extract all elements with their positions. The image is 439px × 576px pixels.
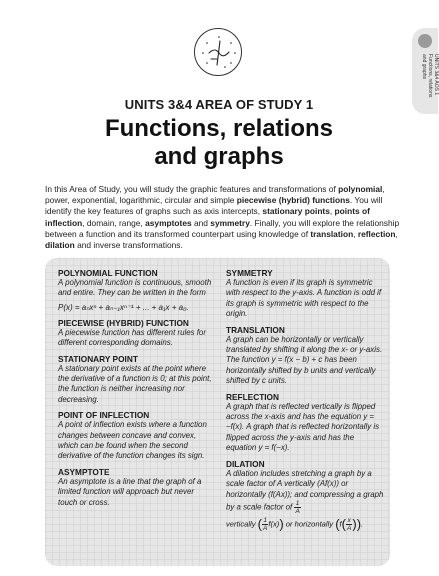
glossary-reflection	[226, 392, 384, 454]
term-piecewise: piecewise (hybrid) functions	[236, 195, 350, 206]
term-polynomial: polynomial	[338, 184, 383, 194]
page-title: Functions, relations and graphs	[104, 115, 334, 170]
glossary-heading: ASYMPTOTE	[58, 466, 110, 477]
glossary-definition: A piecewise function has different rules for different corresponding domains.	[58, 327, 206, 348]
glossary-definition: A polynomial function is continuous, smooth and entire. They can be written in the form	[58, 278, 212, 298]
term-symmetry: symmetry	[210, 217, 250, 228]
glossary-definition: A stationary point exists at the point where the derivative of a function is 0; at this point, the function is neither increasing nor decreasing.	[58, 363, 212, 404]
glossary-heading: PIECEWISE (HYBRID) FUNCTION	[58, 317, 189, 328]
glossary-definition: A graph can be horizontally or vertically translated by shifting it along the x- or y-axis. The function y = f(x − b) + c has been horizontally shifted by b units and vertically shifted by c units.	[226, 334, 383, 386]
glossary-symmetry	[226, 268, 384, 320]
term-points-of-inflection: points of inflection	[45, 206, 370, 228]
area-logo-icon	[194, 28, 242, 76]
intro-paragraph: In this Area of Study, you will study the graphic features and transformations of polynomial, power, exponential, logarithmic, circular and simple piecewise (hybrid) functions. You will identify the key features of graphs such as axis intercepts, stationary points, points of inflection, domain, range, asymptotes and symmetry. Finally, you will explore the relationship between a function and its transformed counterpart using knowledge of translation, reflection, dilation and inverse transformations.	[45, 184, 400, 251]
glossary-heading: REFLECTION	[226, 391, 280, 402]
dilation-formula: vertically ( $\frac{1}{A}$ f(x)) or horizontally (f( $\frac{x}{A}$ )).	[226, 516, 364, 532]
section-tab-label: UNITS 3&4 AOS 1 Functions, relations and graphs	[421, 54, 439, 98]
glossary-definition: A graph that is reflected vertically is flipped across the x-axis and has the equation y = −f(x). A graph that is reflected horizontally is flipped across the y-axis and has the equation y = f(−x).	[226, 401, 380, 453]
glossary-translation	[226, 325, 384, 387]
glossary-point-of-inflection	[58, 410, 215, 462]
glossary-box	[45, 258, 390, 566]
term-translation: translation	[310, 228, 354, 239]
unit-heading: UNITS 3&4 AREA OF STUDY 1	[124, 97, 314, 112]
glossary-stationary-point	[58, 354, 215, 406]
glossary-definition: A point of inflection exists where a function changes between concave and convex, which can be found when the second derivative of the function changes its sign.	[58, 420, 207, 461]
term-asymptotes: asymptotes	[145, 217, 192, 228]
glossary-heading: POLYNOMIAL FUNCTION	[58, 268, 158, 278]
glossary-heading: DILATION	[226, 458, 265, 469]
polynomial-formula: P(x) = aₙxⁿ + aₙ₋₁xⁿ⁻¹ + ... + a₁x + a₀.	[58, 302, 189, 312]
glossary-definition: A dilation includes stretching a graph by a scale factor of A vertically (Af(x)) or horizontally (f(Ax)); and compressing a graph by a scale factor of $\frac{1}{A}$	[226, 468, 384, 515]
scale-fraction: $\frac{1}{A}$	[295, 499, 300, 515]
term-stationary-points: stationary points	[262, 206, 330, 217]
glossary-right-column	[226, 268, 384, 537]
glossary-heading: STATIONARY POINT	[58, 353, 138, 364]
glossary-dilation	[226, 459, 384, 532]
tab-marker-icon	[418, 34, 432, 48]
glossary-left-column	[58, 268, 215, 513]
glossary-heading: SYMMETRY	[226, 268, 273, 278]
glossary-heading: TRANSLATION	[226, 324, 285, 335]
term-dilation: dilation	[45, 240, 75, 251]
glossary-piecewise	[58, 318, 215, 349]
glossary-asymptote	[58, 467, 215, 508]
glossary-definition: An asymptote is a line that the graph of a limited function will approach but never touch or cross.	[58, 476, 202, 507]
term-reflection: reflection	[357, 228, 396, 239]
glossary-heading: POINT OF INFLECTION	[58, 410, 150, 421]
glossary-polynomial	[58, 268, 215, 313]
glossary-definition: A function is even if its graph is symmetric with respect to the y-axis. A function is odd if its graph is symmetric with respect to the origin.	[226, 278, 382, 319]
